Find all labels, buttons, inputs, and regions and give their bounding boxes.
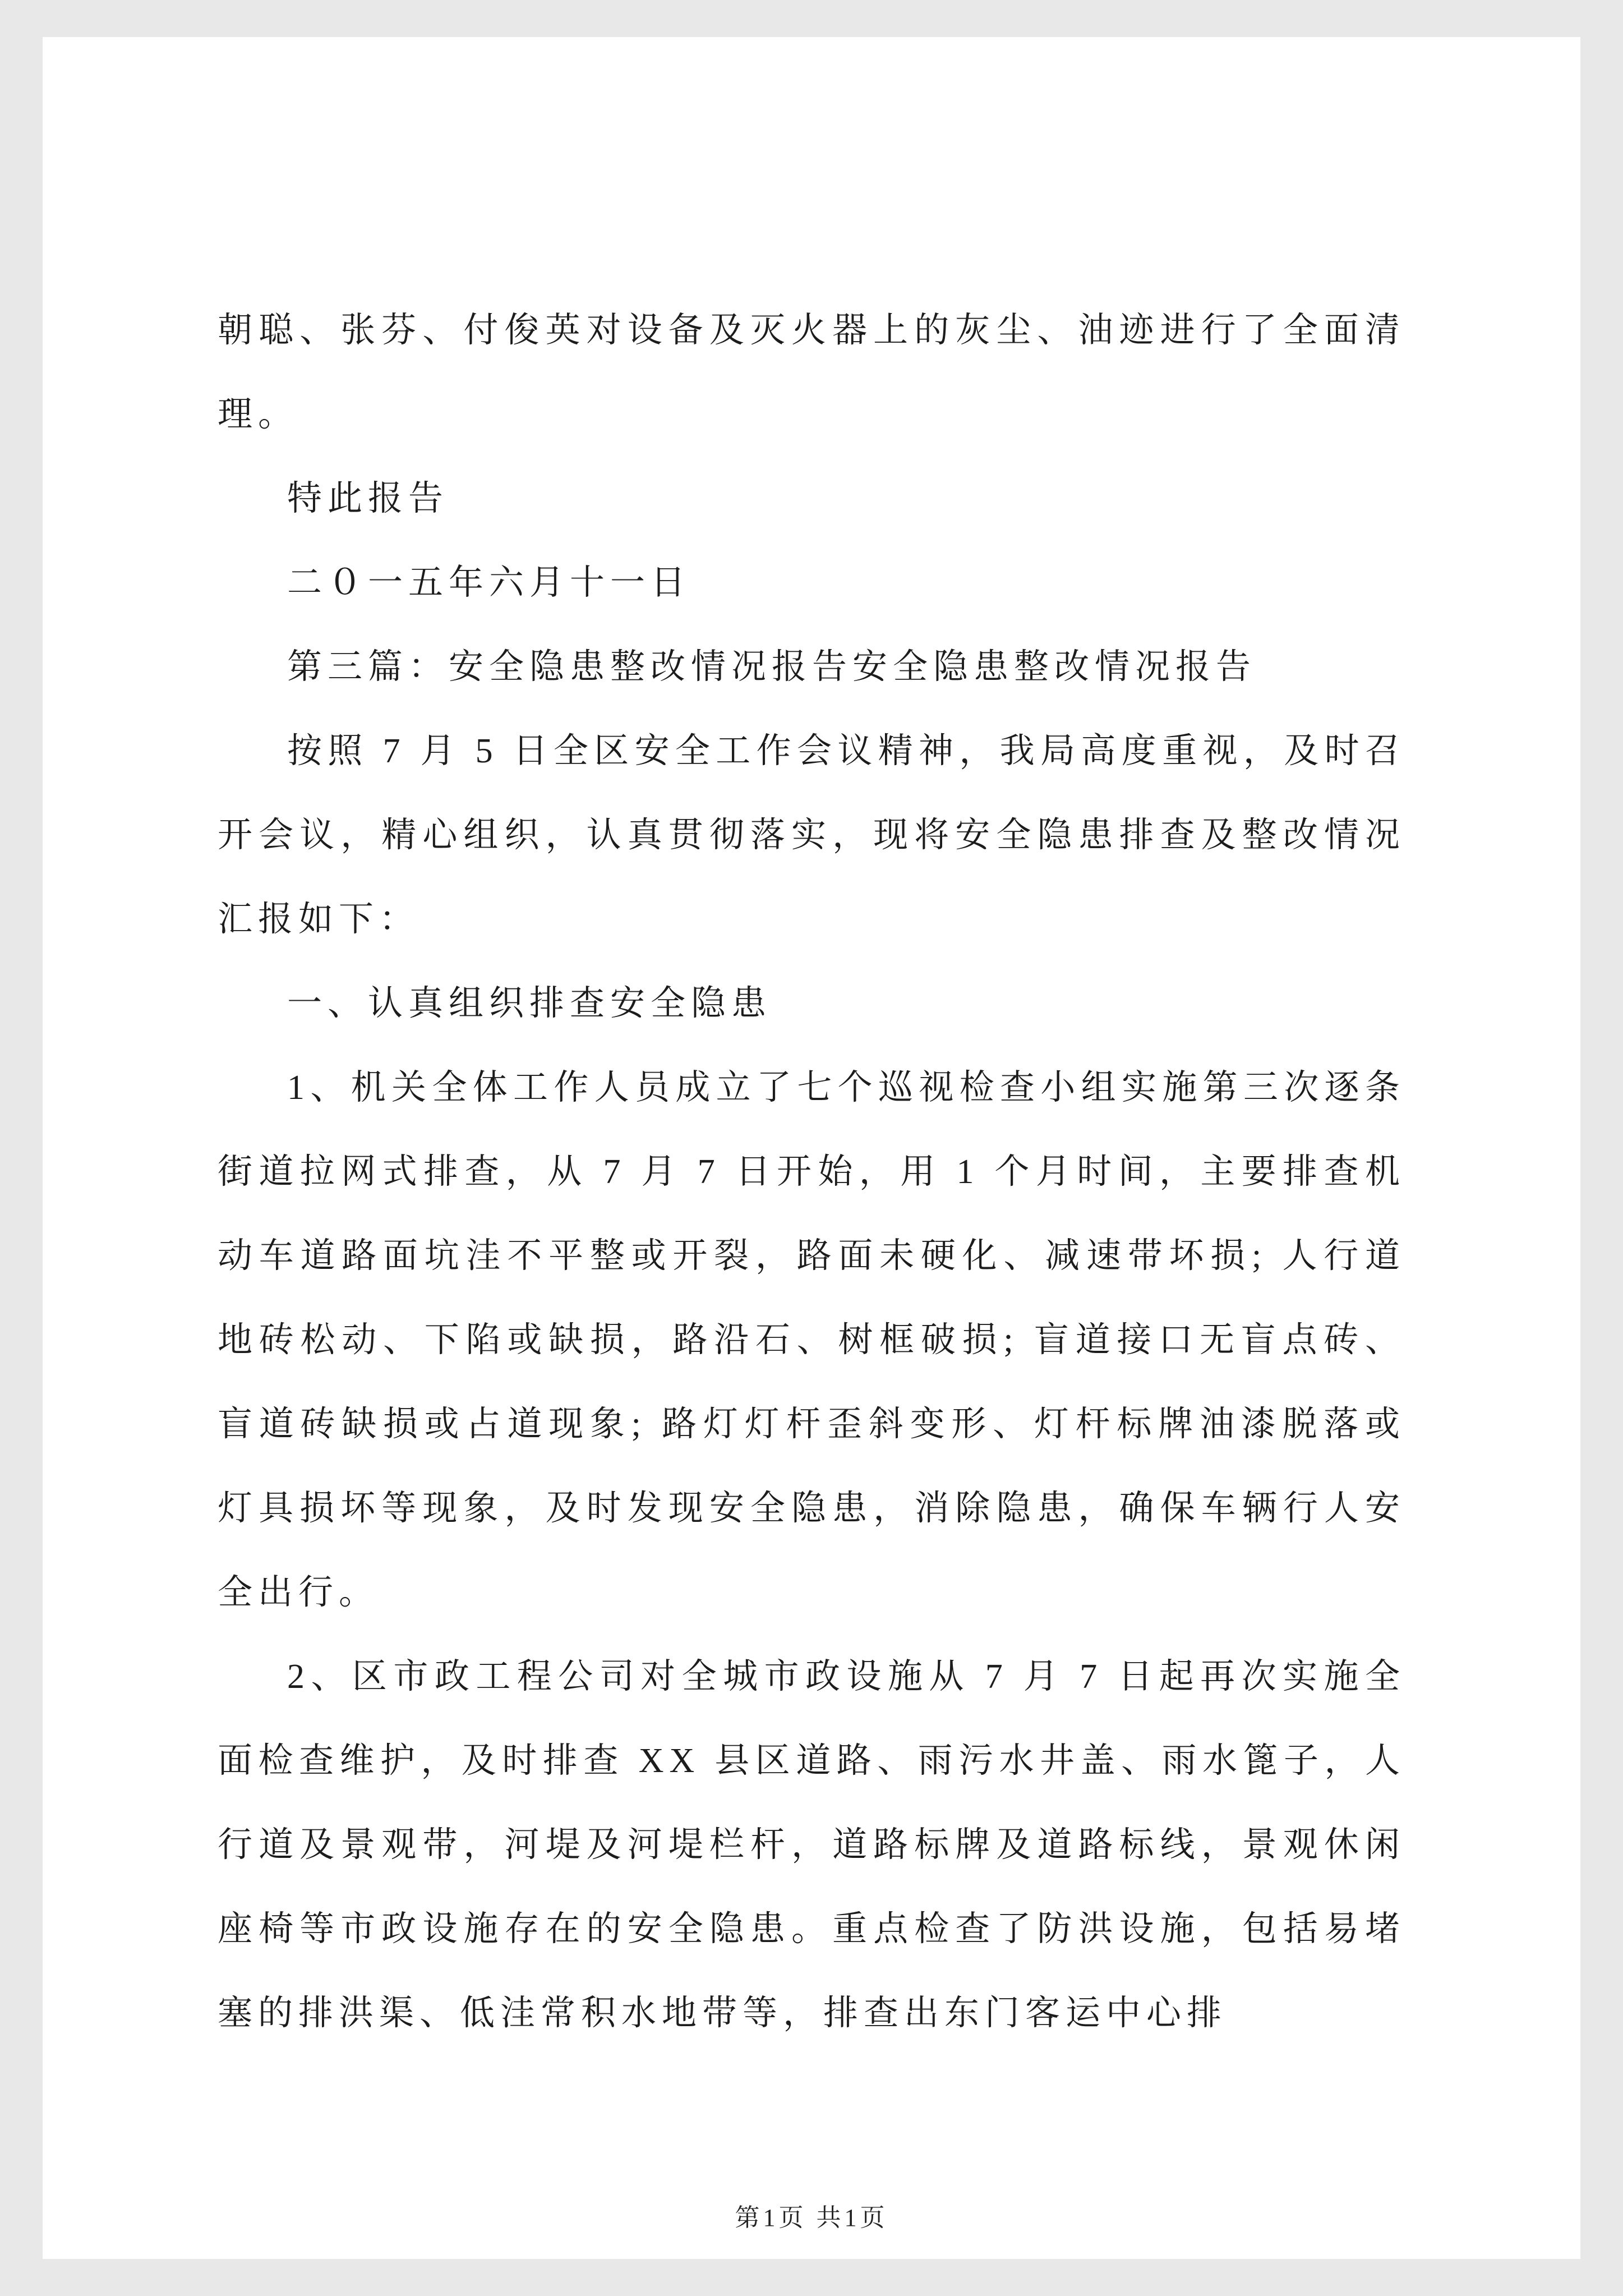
document-page <box>43 37 1580 2259</box>
paragraph: 一、认真组织排查安全隐患 <box>287 984 772 1023</box>
paragraph: 2、区市政工程公司对全城市政设施从 7 月 7 日起再次实施全面检查维护，及时排查 XX 县区道路、雨污水井盖、雨水篦子，人行道及景观带，河堤及河堤栏杆，道路标牌及道路标线，景观休闲座椅等市政设施存在的安全隐患。重点检查了防洪设施，包括易堵塞的排洪渠、低洼常积水地带等，排查出东门客运中心排 <box>218 1658 1405 2032</box>
paragraph: 朝聪、张芬、付俊英对设备及灭火器上的灰尘、油迹进行了全面清理。 <box>218 311 1405 434</box>
paragraph: 1、机关全体工作人员成立了七个巡视检查小组实施第三次逐条街道拉网式排查，从 7 月 7 日开始，用 1 个月时间，主要排查机动车道路面坑洼不平整或开裂，路面未硬化、减速带坏损; 人行道地砖松动、下陷或缺损，路沿石、树框破损; 盲道接口无盲点砖、盲道砖缺损或占道现象; 路灯灯杆歪斜变形、灯杆标牌油漆脱落或灯具损坏等现象，及时发现安全隐患，消除隐患，确保车辆行人安全出行。 <box>218 1069 1405 1612</box>
document-body <box>218 288 1405 2055</box>
paragraph: 特此报告 <box>287 480 449 518</box>
paragraph: 第三篇：安全隐患整改情况报告安全隐患整改情况报告 <box>287 648 1257 686</box>
paragraph: 二０一五年六月十一日 <box>287 564 691 602</box>
paragraph: 按照 7 月 5 日全区安全工作会议精神，我局高度重视，及时召开会议，精心组织，认真贯彻落实，现将安全隐患排查及整改情况汇报如下： <box>218 732 1405 938</box>
page-footer <box>43 2197 1580 2233</box>
page-number: 第1页 共1页 <box>735 2204 888 2231</box>
